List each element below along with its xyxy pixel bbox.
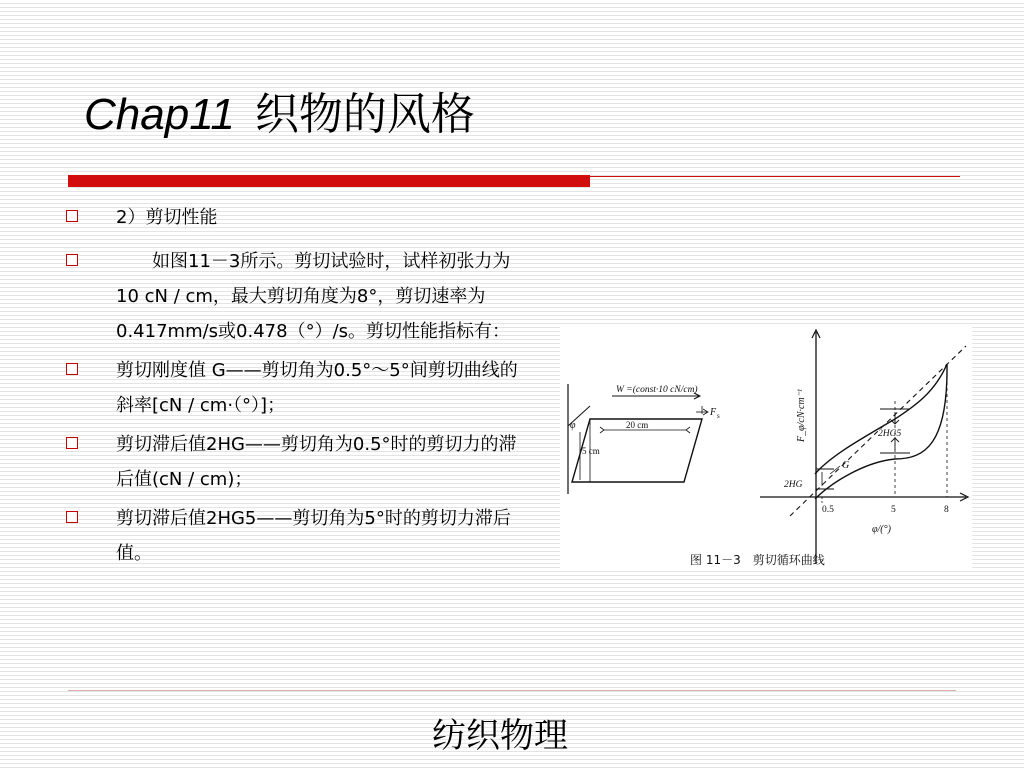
fs-label: F: [710, 407, 717, 418]
bullet-text: 如图11－3所示。剪切试验时，试样初张力为10 cN / cm，最大剪切角度为8°，剪切速率为0.417mm/s或0.478（°）/s。剪切性能指标有：: [116, 251, 511, 342]
footer-divider: [68, 690, 956, 691]
title-underline-line: [590, 176, 960, 177]
y-axis-label: F_φ/cN·cm⁻¹: [796, 389, 807, 442]
height-label: 5 cm: [582, 446, 600, 456]
fs-subscript: s: [717, 412, 720, 420]
square-bullet-icon: [66, 437, 78, 449]
slide-title: [84, 78, 475, 142]
square-bullet-icon: [66, 254, 78, 266]
force-label: W =(const·10 cN/cm): [616, 385, 698, 395]
bullet-item: [62, 200, 532, 235]
square-bullet-icon: [66, 511, 78, 523]
bullet-item: [62, 244, 532, 349]
title-underline-bar: [68, 175, 590, 187]
x-tick-label: 0.5: [822, 505, 834, 515]
title-chapter: Chap11: [84, 90, 235, 139]
bullet-text: 剪切刚度值 G——剪切角为0.5°～5°间剪切曲线的斜率[cN / cm·（°）]；: [116, 360, 518, 416]
2hg-label: 2HG: [784, 480, 803, 490]
shear-loop-plot: [760, 330, 968, 564]
square-bullet-icon: [66, 363, 78, 375]
bullet-item: [62, 501, 532, 571]
bullet-text: 2）剪切性能: [116, 207, 218, 228]
bullet-list: [62, 200, 532, 571]
2hg5-label: 2HG5: [878, 429, 902, 439]
bullet-item: [62, 427, 532, 497]
square-bullet-icon: [66, 210, 78, 222]
bullet-text: 剪切滞后值2HG——剪切角为0.5°时的剪切力的滞后值(cN / cm)；: [116, 434, 517, 490]
figure-caption: 图 11－3 剪切循环曲线: [690, 553, 825, 567]
shear-specimen-diagram: [568, 384, 720, 494]
footer-course-title: 纺织物理: [432, 716, 568, 756]
shear-cycle-figure: [560, 324, 972, 570]
bullet-text: 剪切滞后值2HG5——剪切角为5°时的剪切力滞后值。: [116, 508, 511, 564]
phi-label: φ: [570, 420, 576, 431]
width-label: 20 cm: [626, 420, 649, 430]
x-axis-label: φ/(°): [872, 524, 891, 535]
g-label: G: [842, 460, 850, 471]
x-tick-label: 8: [944, 505, 949, 515]
x-tick-label: 5: [891, 505, 896, 515]
title-topic: 织物的风格: [254, 89, 475, 140]
bullet-item: [62, 353, 532, 423]
